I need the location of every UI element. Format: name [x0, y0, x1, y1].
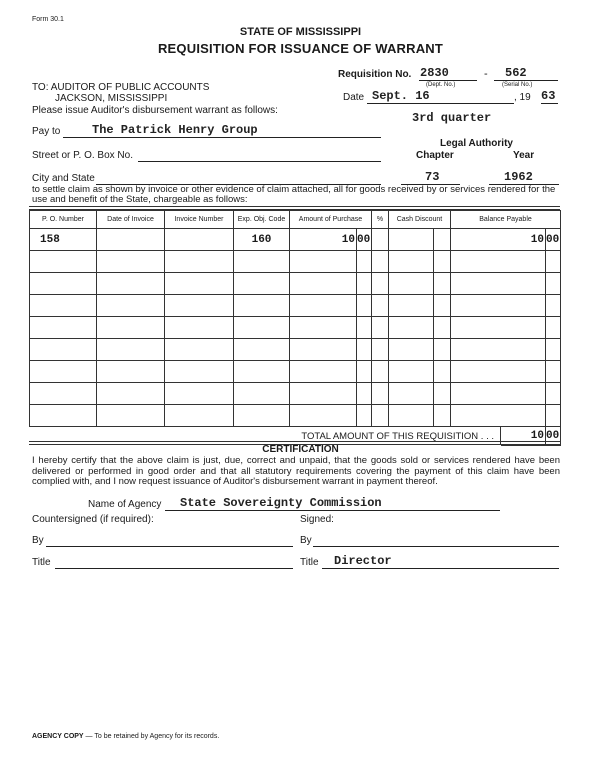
total-dollars: 10 [501, 427, 546, 446]
certification-title: CERTIFICATION [262, 444, 339, 455]
agency-value: State Sovereignty Commission [180, 496, 382, 510]
cell-po-number: 158 [30, 229, 97, 251]
header-date-of-invoice: Date of Invoice [97, 211, 165, 229]
form-number: Form 30.1 [32, 16, 64, 23]
table-row [30, 405, 561, 427]
addressee-line1: TO: AUDITOR OF PUBLIC ACCOUNTS [32, 82, 210, 93]
chapter-label: Chapter [416, 150, 454, 161]
cell-amount-cents: 00 [357, 229, 372, 251]
street-label: Street or P. O. Box No. [32, 150, 133, 161]
signed-title-line [322, 568, 559, 569]
cell-invoice-number [165, 229, 234, 251]
signed-title-label: Title [300, 557, 319, 568]
table-row [30, 317, 561, 339]
header-percent: % [372, 211, 389, 229]
footer-copy-label: AGENCY COPY [32, 733, 84, 740]
cell-discount-cents [434, 229, 451, 251]
header-balance-payable: Balance Payable [451, 211, 561, 229]
settle-text: to settle claim as shown by invoice or other evidence of claim attached, all for goods received by or services rendered for the use and benefit of the State, chargeable as follows: [32, 184, 556, 205]
dept-no-line [419, 80, 477, 81]
cell-balance-dollars: 10 [451, 229, 546, 251]
header-po-number: P. O. Number [30, 211, 97, 229]
table-row [30, 273, 561, 295]
year-label: Year [513, 150, 535, 161]
street-line [138, 161, 381, 162]
total-label: TOTAL AMOUNT OF THIS REQUISITION . . . [30, 427, 501, 446]
state-heading: STATE OF MISSISSIPPI [239, 26, 362, 38]
header-exp-obj-code: Exp. Obj. Code [234, 211, 290, 229]
countersign-by-line [46, 546, 293, 547]
total-cents: 00 [546, 427, 561, 446]
table-header-row [30, 211, 561, 229]
items-table [29, 210, 561, 446]
signed-by-label: By [300, 535, 312, 546]
serial-no-caption: (Serial No.) [502, 82, 533, 88]
city-label: City and State [32, 173, 95, 184]
quarter-note: 3rd quarter [412, 111, 492, 125]
instruction-text: Please issue Auditor's disbursement warrant as follows: [32, 105, 278, 116]
signed-by-line [313, 546, 559, 547]
table-row [30, 251, 561, 273]
page-title: REQUISITION FOR ISSUANCE OF WARRANT [157, 41, 444, 56]
table-row [30, 229, 561, 251]
pay-to-value: The Patrick Henry Group [92, 123, 258, 137]
header-amount-of-purchase: Amount of Purchase [290, 211, 372, 229]
table-row [30, 339, 561, 361]
countersign-title-line [55, 568, 293, 569]
header-cash-discount: Cash Discount [389, 211, 451, 229]
legal-authority-label: Legal Authority [440, 138, 513, 149]
date-line [367, 103, 514, 104]
header-invoice-number: Invoice Number [165, 211, 234, 229]
serial-no-line [494, 80, 558, 81]
signed-label: Signed: [300, 514, 334, 525]
date-value: Sept. 16 [372, 89, 430, 103]
countersign-by-label: By [32, 535, 44, 546]
dept-no-value: 2830 [420, 66, 449, 80]
agency-line [165, 510, 500, 511]
table-row [30, 383, 561, 405]
chapter-value: 73 [425, 170, 440, 184]
footer-copy-text: — To be retained by Agency for its records. [83, 733, 220, 740]
addressee-line2: JACKSON, MISSISSIPPI [55, 93, 168, 104]
countersigned-label: Countersigned (if required): [32, 514, 154, 525]
serial-no-value: 562 [505, 66, 527, 80]
requisition-label: Requisition No. [338, 69, 412, 80]
cell-exp-obj-code: 160 [234, 229, 290, 251]
cell-percent [372, 229, 389, 251]
requisition-dash: - [484, 68, 488, 80]
year-prefix: , 19 [514, 92, 531, 103]
footer-note [32, 733, 219, 740]
agency-label: Name of Agency [88, 499, 162, 510]
table-row [30, 361, 561, 383]
pay-to-label: Pay to [32, 126, 61, 137]
year-line [541, 103, 558, 104]
certification-text: I hereby certify that the above claim is just, due, correct and unpaid, that the goods sold or services rendered have been delivered or performed in good order and that all statutory requirements covering the payment of this claim have been complied with, and I now request issuance of Auditor's disbursement warrant in payment thereof. [32, 455, 560, 487]
cell-balance-cents: 00 [546, 229, 561, 251]
cell-date-of-invoice [97, 229, 165, 251]
dept-no-caption: (Dept. No.) [426, 82, 456, 88]
cell-discount-dollars [389, 229, 434, 251]
year-value: 63 [541, 89, 556, 103]
legal-year-value: 1962 [504, 170, 533, 184]
pay-to-line [63, 137, 381, 138]
cell-amount-dollars: 10 [290, 229, 357, 251]
signed-title-value: Director [334, 554, 392, 568]
table-row [30, 295, 561, 317]
countersign-title-label: Title [32, 557, 51, 568]
date-label: Date [343, 92, 365, 103]
